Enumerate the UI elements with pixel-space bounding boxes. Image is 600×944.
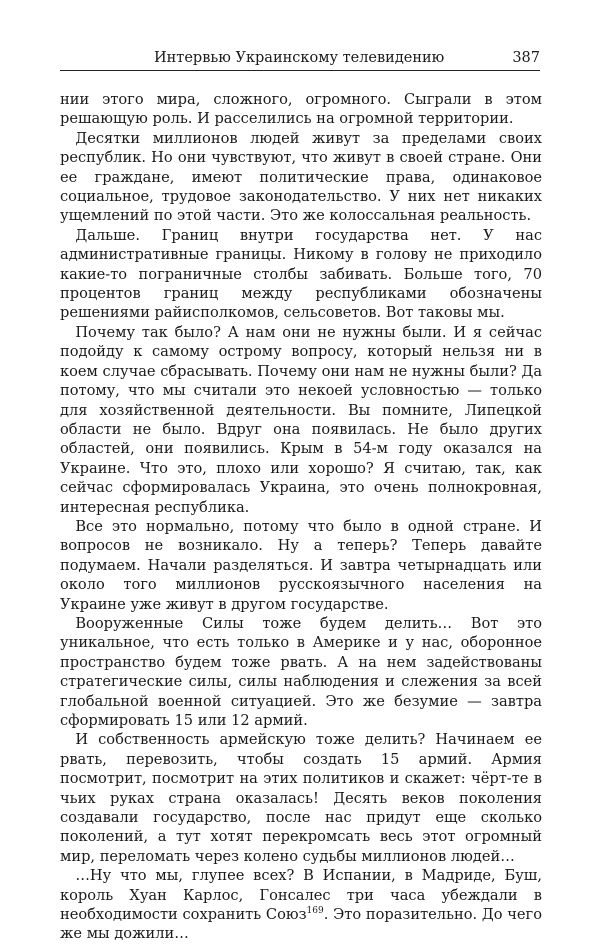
paragraph: И собственность армейскую тоже делить? Начинаем ее рвать, перевозить, чтобы создать 15 армий. Армия посмотрит, посмотрит на этих политиков и скажет: чёрт-те в чьих руках страна оказалась! Десять веков поколения создавали государство, после нас придут еще сколько поколений, а тут хотят перекромсать весь этот огромный мир, переломать через колено судьбы миллионов людей… <box>60 731 542 865</box>
paragraph: Вооруженные Силы тоже будем делить… Вот это уникальное, что есть только в Америке и у нас, оборонное пространство будем тоже рвать. А на нем задействованы стратегические силы, силы наблюдения и слежения за всей глобальной военной ситуацией. Это же безумие — завтра сформировать 15 или 12 армий. <box>60 614 542 729</box>
paragraph-tail: . Это поразительно. До чего же мы дожили… <box>60 906 542 943</box>
running-title: Интервью Украинскому телевидению <box>154 50 445 66</box>
paragraph-last <box>60 866 542 944</box>
paragraph: Десятки миллионов людей живут за пределами своих республик. Но они чувствуют, что живут в своей стране. Они ее граждане, имеют политические права, одинаковое социальное, трудовое законодательство. У них нет никаких ущемлений по этой части. Это же колоссальная реальность. <box>60 129 542 225</box>
paragraph: нии этого мира, сложного, огромного. Сыграли в этом решающую роль. И расселились на огромной территории. <box>60 91 542 128</box>
paragraph: Почему так было? А нам они не нужны были. И я сейчас подойду к самому острому вопросу, который нельзя ни в коем случае сбрасывать. Почему они нам не нужны были? Да потому, что мы считали это некоей условностью — только для хозяйственной деятельности. Вы помните, Липецкой области не было. Вдруг она появилась. Не было других областей, они появились. Крым в 54-м году оказался на Украине. Что это, плохо или хорошо? Я считаю, так, как сейчас сформировалась Украина, это очень полнокровная, интересная республика. <box>60 323 543 516</box>
header-rule <box>60 70 540 71</box>
paragraph: Дальше. Границ внутри государства нет. У нас административные границы. Никому в голову не приходило какие-то пограничные столбы забивать. Больше того, 70 процентов границ между республиками обозначены решениями райисполкомов, сельсоветов. Вот таковы мы. <box>60 226 542 322</box>
running-header <box>60 48 540 68</box>
footnote-reference[interactable]: 169 <box>306 906 324 917</box>
paragraph: Все это нормально, потому что было в одной стране. И вопросов не возникало. Ну а теперь? Теперь давайте подумаем. Начали разделяться. И завтра четырнадцать или около того миллионов русскоязычного населения на Украине уже живут в другом государстве. <box>60 517 542 613</box>
paragraph-text: …Ну что мы, глупее всех? В Испании, в Мадриде, Буш, король Хуан Карлос, Гонсалес три часа убеждали в необходимости сохранить Союз <box>60 867 542 924</box>
body-text <box>60 90 542 944</box>
page-number: 387 <box>512 50 540 66</box>
